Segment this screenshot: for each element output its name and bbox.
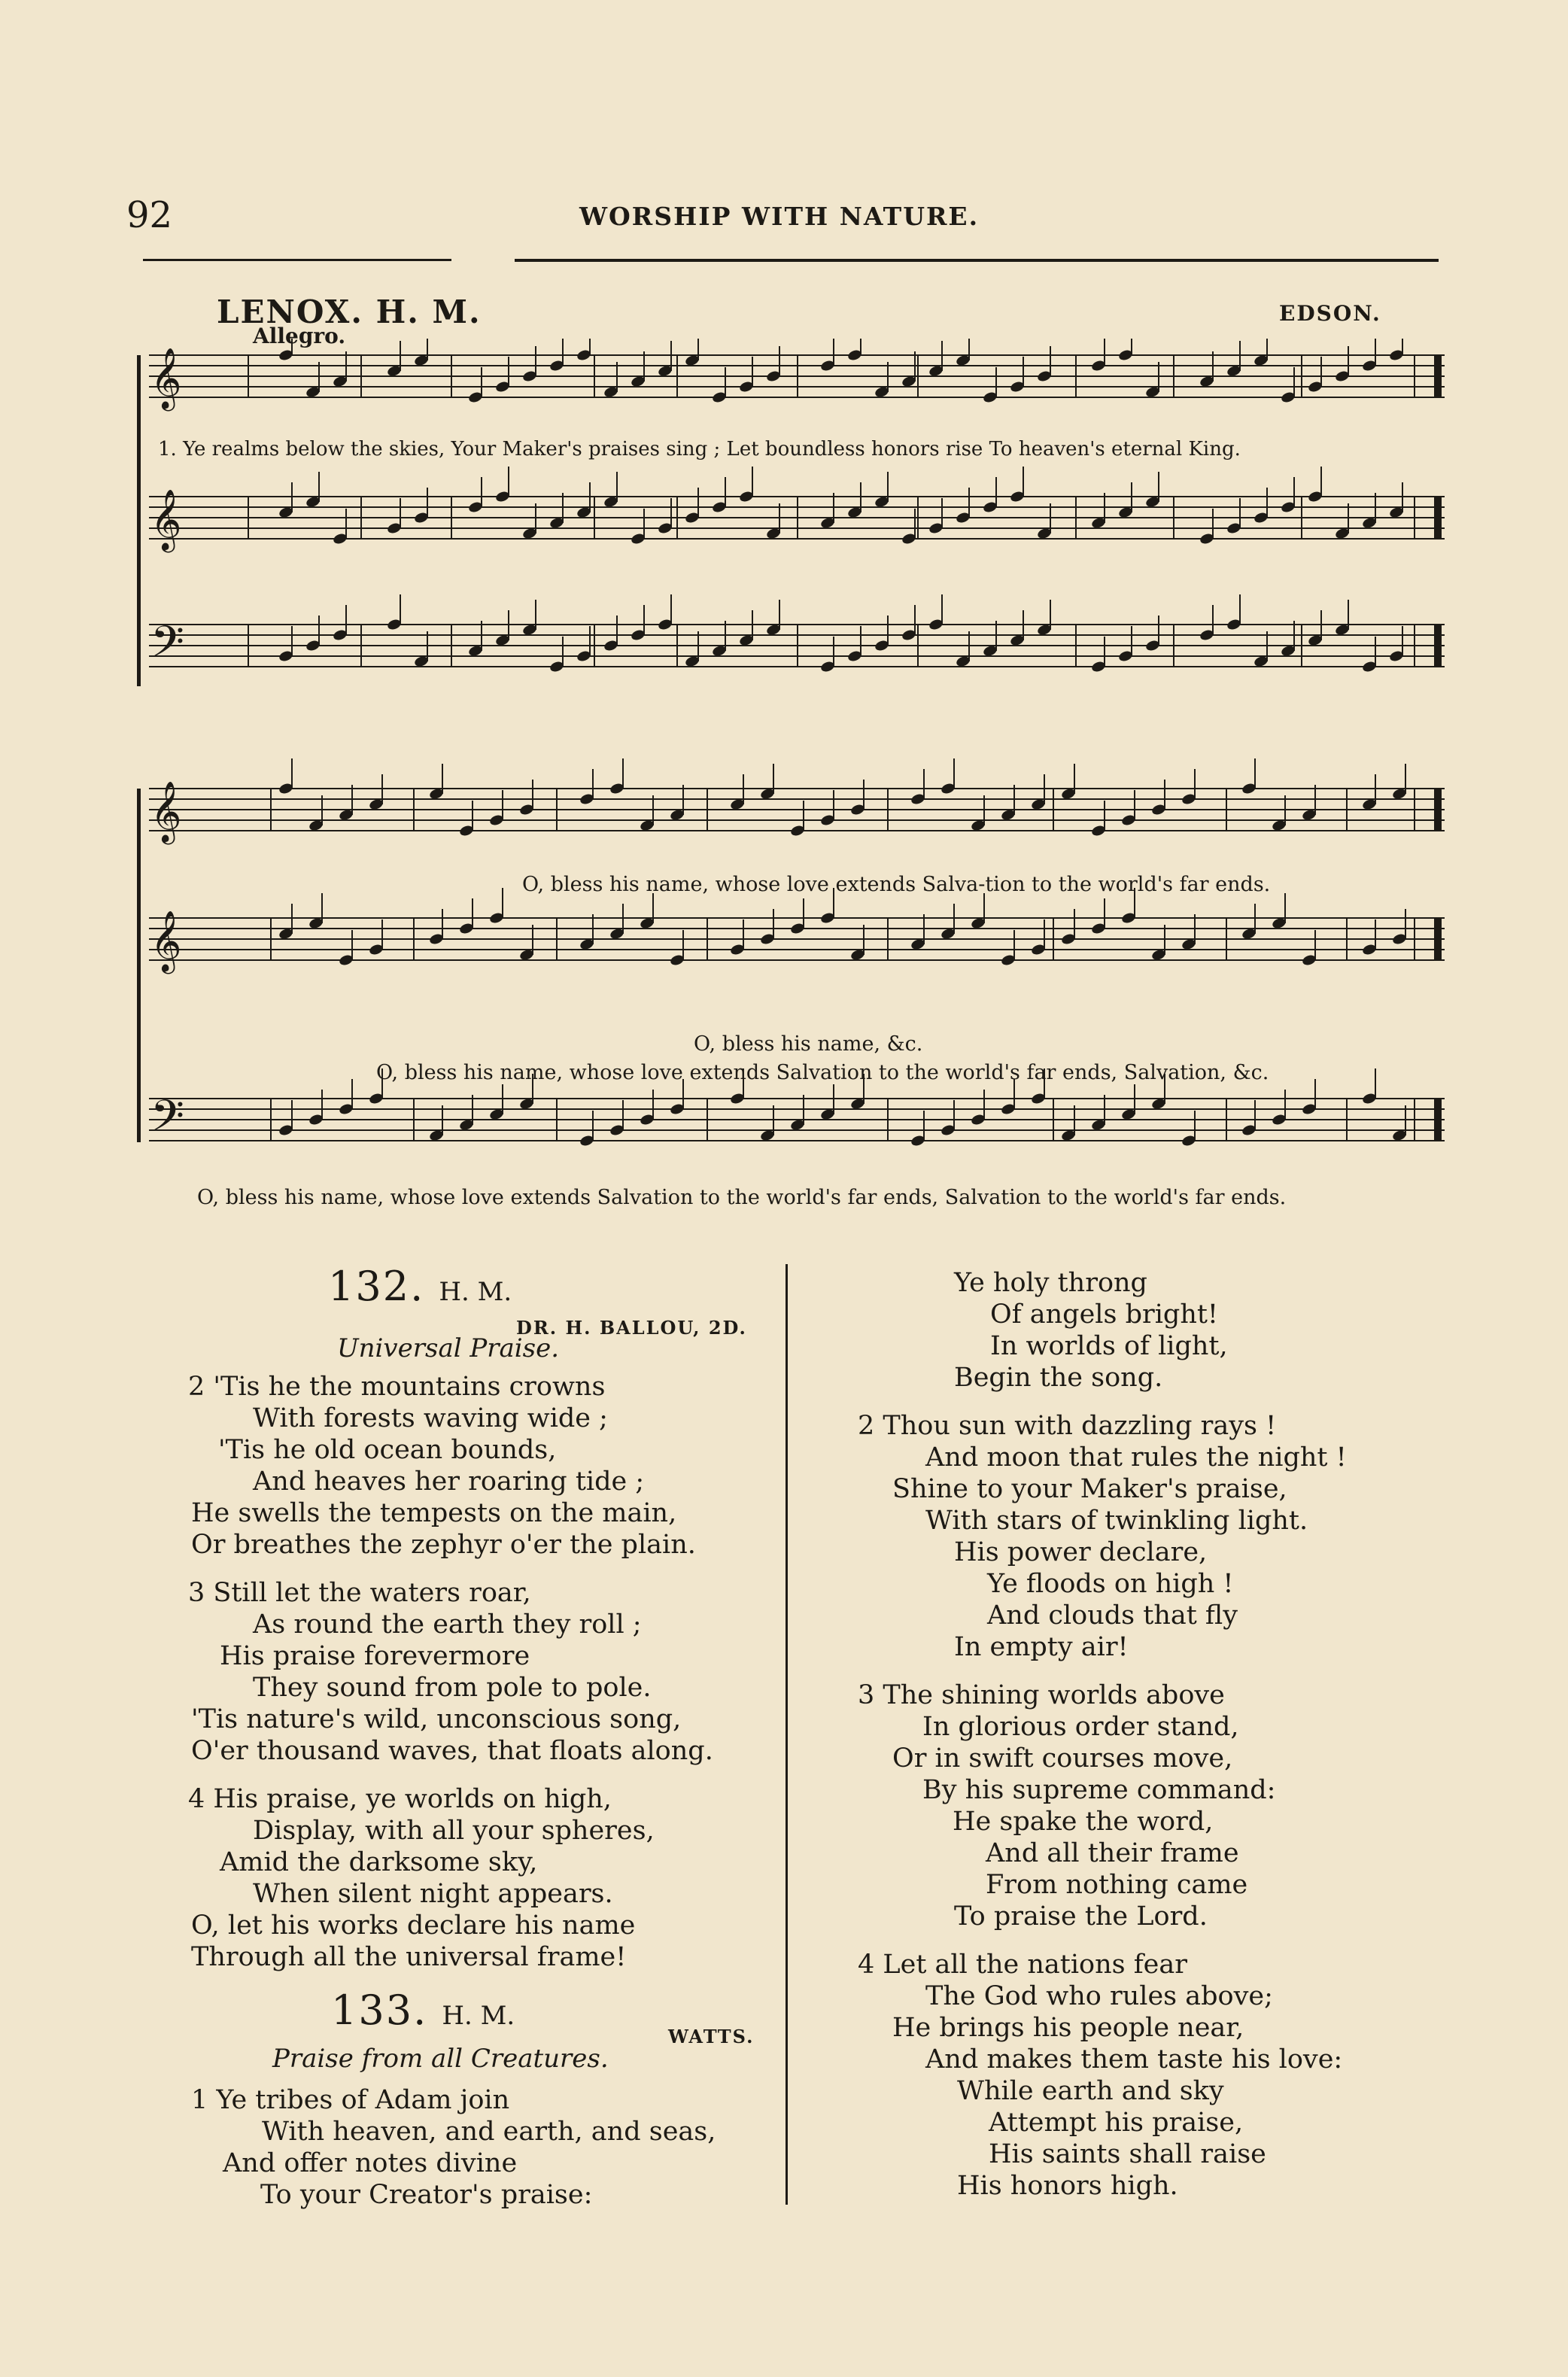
hymn-132-line: Display, with all your spheres, [253,1816,655,1846]
final-bar [1434,625,1442,667]
lyric-line-2: O, bless his name, whose love extends Salva-tion to the world's far ends. [522,873,1271,896]
hymn-133-line: With heaven, and earth, and seas, [262,2117,716,2147]
running-title: WORSHIP WITH NATURE. [579,202,980,231]
hymn-133-number: 133. [331,1986,428,2034]
right-column-line: Or in swift courses move, [892,1743,1233,1774]
right-column-line: Of angels bright! [990,1299,1218,1330]
music-staves [135,339,1460,1219]
music-score [135,339,1460,1219]
right-column-line: And all their frame [986,1838,1239,1868]
right-column-line: 3 The shining worlds above [858,1680,1225,1710]
hymn-132-line: O'er thousand waves, that floats along. [191,1736,713,1766]
right-column-line: In empty air! [954,1632,1129,1662]
hymn-132-line: And heaves her roaring tide ; [253,1467,645,1497]
right-column-line: Attempt his praise, [989,2108,1244,2138]
hymn-132-line: With forests waving wide ; [253,1403,608,1433]
hymn-132-line: His praise forevermore [220,1641,530,1671]
hymn-132-line: 2 'Tis he the mountains crowns [188,1372,606,1402]
final-bar [1434,918,1442,960]
right-column-line: While earth and sky [957,2076,1224,2106]
column-divider [786,1264,788,2205]
hymn-133-line: 1 Ye tribes of Adam join [191,2085,510,2115]
lyric-line-3: O, bless his name, &c. [694,1032,923,1056]
hymn-132-line: 'Tis he old ocean bounds, [218,1435,557,1465]
right-column-line: By his supreme command: [922,1775,1276,1805]
hymn-133-title: Praise from all Creatures. [272,2044,609,2074]
right-column-line: 2 Thou sun with dazzling rays ! [858,1411,1277,1441]
right-column-line: From nothing came [986,1870,1248,1900]
right-column-line: Begin the song. [954,1363,1163,1393]
hymn-132-number: 132. [328,1263,425,1310]
right-column-line: In worlds of light, [990,1331,1228,1361]
lyric-line-4: O, bless his name, whose love extends Salvation to the world's far ends, Salvation, &c. [376,1061,1269,1084]
final-bar [1434,1099,1442,1141]
right-column-line: Ye floods on high ! [987,1569,1234,1599]
system-bracket [137,355,141,686]
hymn-133-author: WATTS. [668,2026,755,2047]
final-bar [1434,497,1442,539]
hymn-133-line: And offer notes divine [223,2148,518,2178]
clef-icon: 𝄞 [150,488,182,550]
hymn-132-line: He swells the tempests on the main, [191,1498,677,1528]
clef-icon: 𝄢 [150,616,185,678]
final-bar [1434,355,1442,397]
hymn-132-title: Universal Praise. [337,1333,560,1363]
clef-icon: 𝄞 [150,780,182,842]
clef-icon: 𝄞 [150,910,182,971]
hymn-132-line: Or breathes the zephyr o'er the plain. [191,1530,696,1560]
hymn-133-meter: H. M. [442,2001,515,2031]
system-bracket [137,789,141,1142]
hymn-132-author: DR. H. BALLOU, 2D. [516,1317,747,1339]
hymn-132-line: 4 His praise, ye worlds on high, [188,1784,612,1814]
right-column-line: His power declare, [954,1537,1208,1567]
hymn-132-meter: H. M. [439,1277,512,1307]
tune-composer: EDSON. [1279,301,1381,326]
hymn-132-line: O, let his works declare his name [191,1910,636,1941]
hymn-132-line: When silent night appears. [253,1879,613,1909]
page-number: 92 [126,194,173,236]
right-column-line: His honors high. [957,2171,1178,2201]
tempo-marking: Allegro. [253,324,346,348]
right-column-line: To praise the Lord. [954,1901,1208,1932]
tune-name: LENOX. H. M. [217,293,482,330]
right-column-line: 4 Let all the nations fear [858,1950,1187,1980]
clef-icon: 𝄢 [150,1090,185,1152]
lyric-line-5: O, bless his name, whose love extends Salvation to the world's far ends, Salvation to the world's far ends. [197,1186,1287,1209]
hymn-133-heading [331,1986,515,2034]
right-column-line: And makes them taste his love: [925,2044,1343,2075]
right-column-line: Ye holy throng [954,1268,1147,1298]
right-column-line: In glorious order stand, [922,1712,1239,1742]
right-column-line: He brings his people near, [892,2013,1244,2043]
hymn-132-line: 3 Still let the waters roar, [188,1578,531,1608]
right-column-line: The God who rules above; [925,1981,1273,2011]
right-column-line: With stars of twinkling light. [925,1506,1308,1536]
clef-icon: 𝄞 [150,347,182,409]
hymn-132-line: They sound from pole to pole. [253,1673,652,1703]
hymn-132-heading [328,1263,512,1310]
hymn-132-line: Through all the universal frame! [191,1942,627,1972]
hymn-132-line: Amid the darksome sky, [220,1847,538,1877]
hymn-133-line: To your Creator's praise: [260,2180,593,2210]
right-column-line: He spake the word, [953,1807,1214,1837]
hymn-132-line: 'Tis nature's wild, unconscious song, [191,1704,682,1734]
right-column-line: And clouds that fly [987,1600,1238,1631]
lyric-line-1: 1. Ye realms below the skies, Your Maker's praises sing ; Let boundless honors rise To heaven's eternal King. [158,438,1241,461]
header-rule-left [143,259,451,261]
right-column-line: His saints shall raise [989,2139,1266,2169]
final-bar [1434,789,1442,831]
header-rule-right [515,259,1439,262]
right-column-line: And moon that rules the night ! [925,1442,1347,1473]
right-column-line: Shine to your Maker's praise, [892,1474,1287,1504]
hymn-132-line: As round the earth they roll ; [253,1609,642,1640]
